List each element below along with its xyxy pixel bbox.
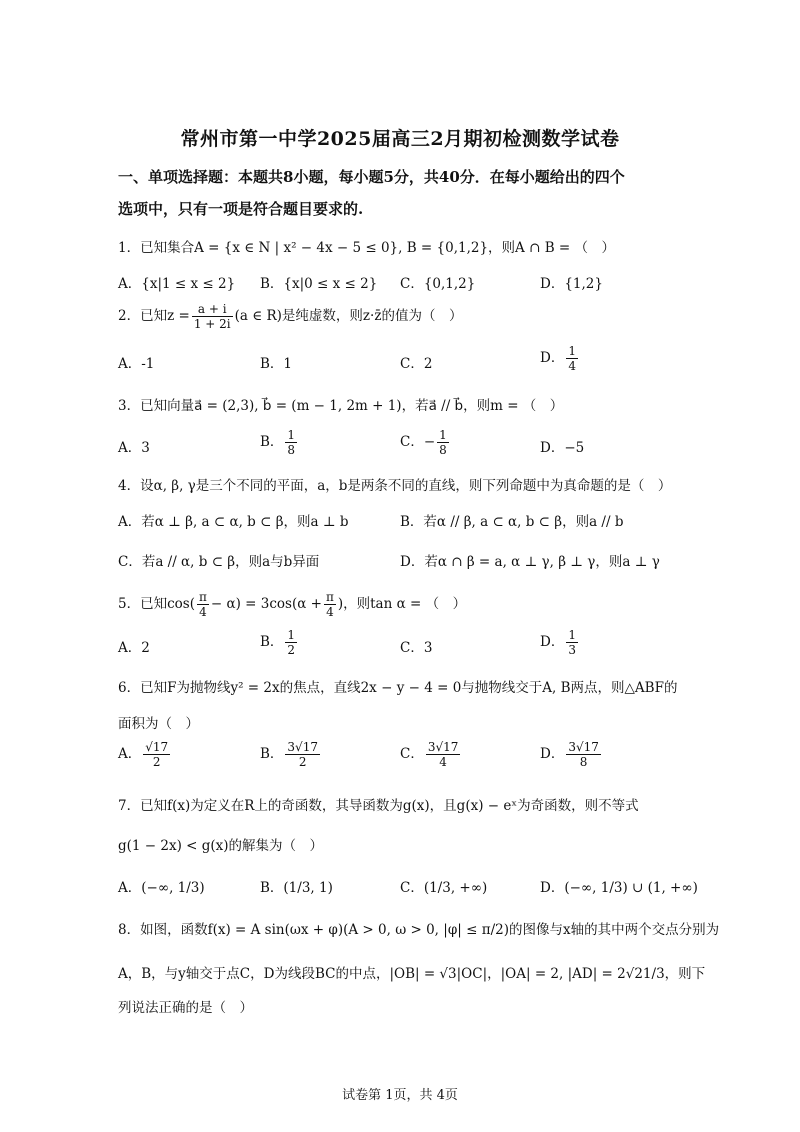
q5-pi-num-2: π: [325, 590, 334, 604]
q4-option-b: B．若α // β, a ⊂ α, b ⊂ β，则a // b: [400, 514, 624, 530]
q5-option-c: C．3: [400, 640, 433, 656]
q4-option-a: A．若α ⊥ β, a ⊂ α, b ⊂ β，则a ⊥ b: [118, 514, 349, 530]
q2-option-d: [540, 344, 580, 373]
q2-stem: [118, 302, 462, 331]
q5-stem-a: 5．已知cos(: [118, 596, 195, 612]
q3-stem: 3．已知向量a⃗ = (2,3), b⃗ = (m − 1, 2m + 1)，若a⃗ // b⃗，则m = （ ）: [118, 398, 564, 414]
q5-option-b-num: 1: [287, 628, 296, 642]
q2-frac-num: a + i: [192, 302, 233, 317]
q6-option-d-num: 3√17: [568, 740, 599, 754]
q6-option-b-den: 2: [298, 755, 307, 769]
q5-option-b-label: B．: [260, 634, 284, 650]
q1-stem: 1．已知集合A = {x ∈ N | x² − 4x − 5 ≤ 0}, B = {0,1,2}，则A ∩ B = （ ）: [118, 240, 616, 256]
q7-option-d: D．(−∞, 1/3) ∪ (1, +∞): [540, 880, 698, 896]
q3-option-c: [400, 428, 451, 457]
q3-option-d: D．−5: [540, 440, 585, 456]
q6-option-a-label: A．: [118, 746, 142, 762]
q5-pi-den-1: 4: [199, 605, 207, 619]
q8-stem-line1: 8．如图，函数f(x) = A sin(ωx + φ)(A > 0, ω > 0, |φ| ≤ π/2)的图像与x轴的其中两个交点分别为: [118, 922, 720, 938]
q1-option-b: B．{x|0 ≤ x ≤ 2}: [260, 276, 378, 292]
q3-option-c-label: C．−: [400, 434, 436, 450]
q2-fraction: [192, 302, 233, 331]
q1-option-c: C．{0,1,2}: [400, 276, 476, 292]
q7-option-c: C．(1/3, +∞): [400, 880, 488, 896]
q2-option-d-num: 1: [568, 344, 576, 358]
q6-option-d-label: D．: [540, 746, 565, 762]
q1-option-d: D．{1,2}: [540, 276, 603, 292]
q5-option-a: A．2: [118, 640, 150, 656]
q2-option-c: C．2: [400, 356, 433, 372]
page-footer: 试卷第 1页，共 4页: [342, 1088, 458, 1103]
q6-option-c: [400, 740, 462, 769]
q6-option-d-den: 8: [579, 755, 588, 769]
q5-pi-num-1: π: [198, 590, 207, 604]
q4-stem: 4．设α, β, γ是三个不同的平面，a，b是两条不同的直线，则下列命题中为真命题的是（ ）: [118, 478, 672, 494]
q3-option-b-num: 1: [287, 428, 296, 442]
q4-option-d: D．若α ∩ β = a, α ⊥ γ, β ⊥ γ，则a ⊥ γ: [400, 554, 660, 570]
q5-option-d-num: 1: [568, 628, 576, 642]
q8-stem-line2: A，B，与y轴交于点C，D为线段BC的中点，|OB| = √3|OC|，|OA| = 2, |AD| = 2√21/3，则下: [118, 966, 706, 982]
q8-stem-line3: 列说法正确的是（ ）: [118, 1000, 253, 1016]
page-title: 常州市第一中学2025届高三2月期初检测数学试卷: [180, 128, 620, 150]
q5-stem: [118, 590, 466, 619]
q5-option-b-den: 2: [287, 643, 296, 657]
q5-stem-c: )，则tan α = （ ）: [337, 596, 467, 612]
q3-option-c-den: 8: [439, 443, 447, 457]
q5-option-d-label: D．: [540, 634, 565, 650]
q3-option-b: [260, 428, 299, 457]
q5-option-d: [540, 628, 580, 657]
q6-option-d: [540, 740, 603, 769]
q3-option-c-num: 1: [439, 428, 447, 442]
q2-frac-den: 1 + 2i: [193, 317, 231, 331]
q6-option-b-num: 3√17: [287, 740, 318, 754]
q7-stem-line2: g(1 − 2x) < g(x)的解集为（ ）: [118, 838, 324, 854]
q7-stem-line1: 7．已知f(x)为定义在R上的奇函数，其导函数为g(x)，且g(x) − eˣ为奇函数，则不等式: [118, 798, 639, 814]
q2-stem-pre: 2．已知z =: [118, 308, 190, 324]
q2-option-d-den: 4: [568, 359, 576, 373]
q5-stem-b: − α) = 3cos(α +: [210, 596, 322, 612]
section-heading-line1: 一、单项选择题：本题共8小题，每小题5分，共40分．在每小题给出的四个: [118, 168, 625, 186]
q6-option-c-den: 4: [439, 755, 447, 769]
q6-option-b: [260, 740, 322, 769]
q3-option-b-label: B．: [260, 434, 284, 450]
q5-pi-den-2: 4: [326, 605, 334, 619]
q3-option-a: A．3: [118, 440, 150, 456]
q4-option-c: C．若a // α, b ⊂ β，则a与b异面: [118, 554, 320, 570]
q2-option-a: A．-1: [118, 356, 155, 372]
q7-option-b: B．(1/3, 1): [260, 880, 333, 896]
q2-option-d-label: D．: [540, 350, 565, 366]
q5-option-b: [260, 628, 299, 657]
q5-option-d-den: 3: [568, 643, 576, 657]
q6-option-a-den: 2: [152, 755, 161, 769]
q6-stem-line2: 面积为（ ）: [118, 716, 199, 732]
q3-option-b-den: 8: [287, 443, 296, 457]
q2-option-b: B．1: [260, 356, 293, 372]
q6-option-b-label: B．: [260, 746, 284, 762]
q6-option-a-num: √17: [145, 740, 169, 754]
q7-option-a: A．(−∞, 1/3): [118, 880, 205, 896]
q6-option-c-num: 3√17: [427, 740, 459, 754]
q6-option-a: [118, 740, 172, 769]
section-heading-line2: 选项中，只有一项是符合题目要求的.: [118, 200, 364, 218]
q6-option-c-label: C．: [400, 746, 424, 762]
q2-stem-post: (a ∈ R)是纯虚数，则z·z̄的值为（ ）: [234, 308, 463, 324]
q6-stem-line1: 6．已知F为抛物线y² = 2x的焦点，直线2x − y − 4 = 0与抛物线交于A, B两点，则△ABF的: [118, 680, 678, 696]
q1-option-a: A．{x|1 ≤ x ≤ 2}: [118, 276, 236, 292]
